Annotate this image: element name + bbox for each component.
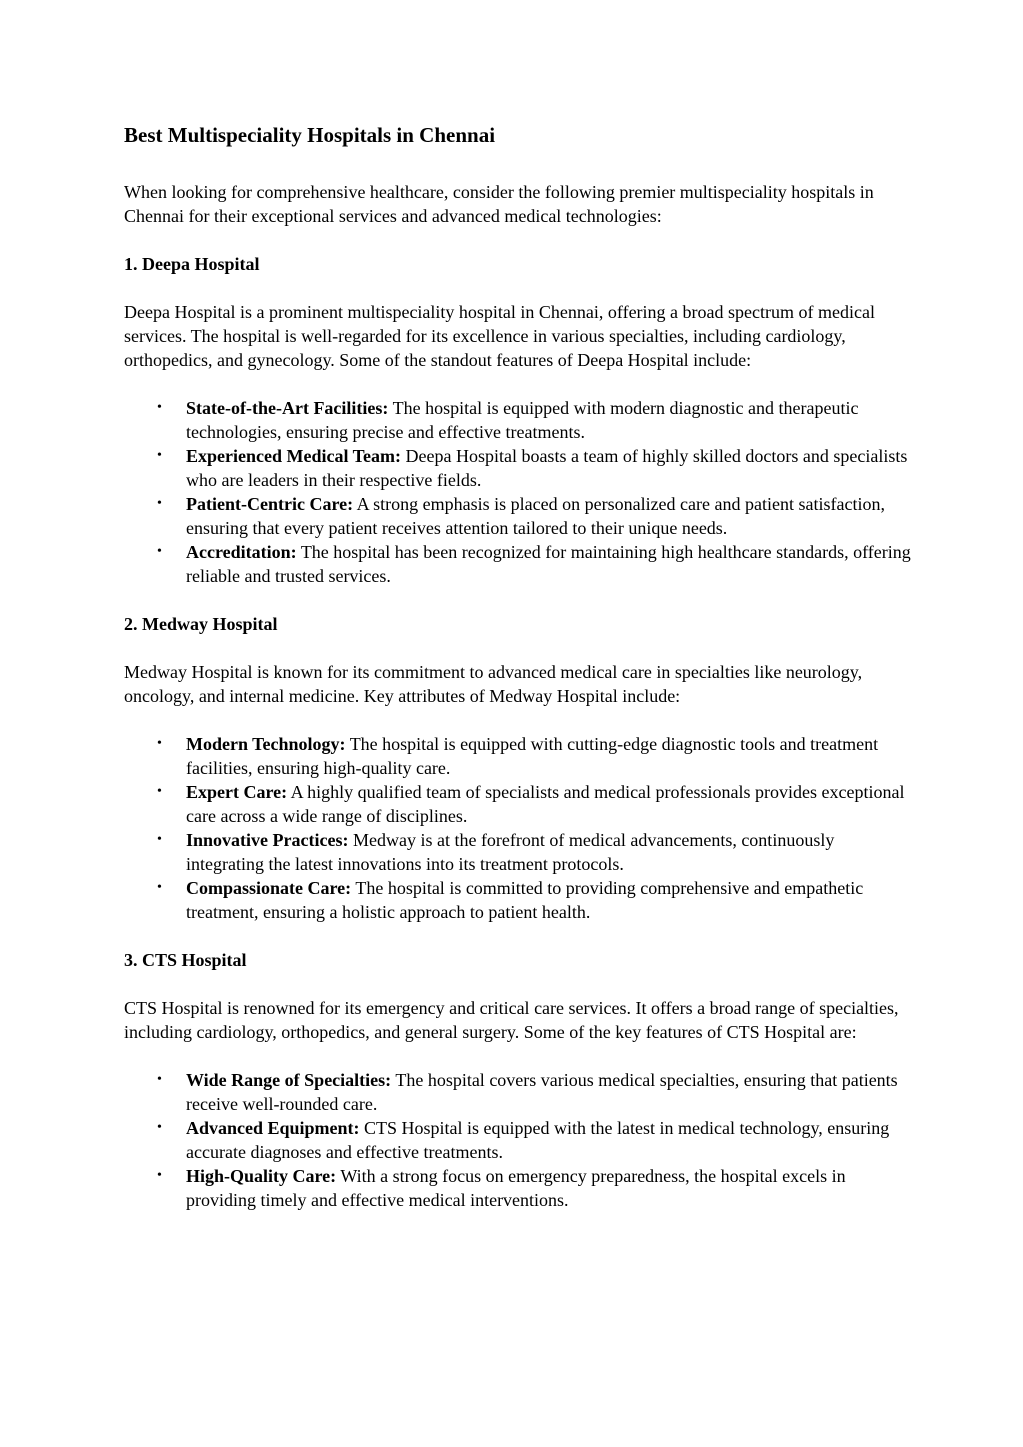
section-paragraph: Deepa Hospital is a prominent multispeciality hospital in Chennai, offering a broad spectrum of medical services. The hospital is well-regarded for its excellence in various specialties, including cardiology, orthopedics, and gynecology. Some of the standout features of Deepa Hospital include: [124, 302, 875, 370]
list-item [157, 444, 914, 492]
feature-term: High-Quality Care: [186, 1166, 337, 1186]
list-item [157, 540, 914, 588]
list-item [157, 1068, 914, 1116]
section-medway-hospital [124, 612, 914, 924]
bullet-icon: • [157, 1168, 162, 1183]
feature-text: The hospital is equipped with cutting-edge diagnostic tools and treatment facilities, ensuring high-quality care. [186, 734, 879, 778]
feature-term: Modern Technology: [186, 734, 346, 754]
feature-term: Wide Range of Specialties: [186, 1070, 392, 1090]
section-cts-hospital [124, 948, 914, 1212]
feature-text: The hospital is committed to providing comprehensive and empathetic treatment, ensuring a holistic approach to patient health. [186, 878, 864, 922]
list-item [157, 828, 914, 876]
bullet-icon: • [157, 544, 162, 559]
intro-paragraph: When looking for comprehensive healthcare, consider the following premier multispeciality hospitals in Chennai for their exceptional services and advanced medical technologies: [124, 182, 874, 226]
feature-term: Experienced Medical Team: [186, 446, 401, 466]
bullet-icon: • [157, 496, 162, 511]
feature-text: With a strong focus on emergency preparedness, the hospital excels in providing timely and effective medical interventions. [186, 1166, 846, 1210]
page-title: Best Multispeciality Hospitals in Chennai [124, 123, 496, 147]
list-item [157, 732, 914, 780]
section-paragraph: Medway Hospital is known for its commitment to advanced medical care in specialties like neurology, oncology, and internal medicine. Key attributes of Medway Hospital include: [124, 662, 863, 706]
feature-text: A highly qualified team of specialists and medical professionals provides exceptional care across a wide range of disciplines. [186, 782, 905, 826]
feature-text: Deepa Hospital boasts a team of highly skilled doctors and specialists who are leaders in their respective fields. [186, 446, 908, 490]
feature-term: Accreditation: [186, 542, 297, 562]
feature-text: A strong emphasis is placed on personalized care and patient satisfaction, ensuring that every patient receives attention tailored to their unique needs. [186, 494, 885, 538]
document-page [124, 120, 914, 1236]
section-deepa-hospital [124, 252, 914, 588]
feature-list [124, 732, 914, 924]
list-item [157, 876, 914, 924]
section-heading: 2. Medway Hospital [124, 614, 278, 634]
list-item [157, 492, 914, 540]
feature-list [124, 396, 914, 588]
feature-term: Innovative Practices: [186, 830, 349, 850]
feature-text: The hospital is equipped with modern diagnostic and therapeutic technologies, ensuring precise and effective treatments. [186, 398, 859, 442]
bullet-icon: • [157, 832, 162, 847]
feature-term: Advanced Equipment: [186, 1118, 360, 1138]
bullet-icon: • [157, 880, 162, 895]
list-item [157, 1116, 914, 1164]
section-heading: 3. CTS Hospital [124, 950, 247, 970]
list-item [157, 1164, 914, 1212]
feature-term: Compassionate Care: [186, 878, 352, 898]
bullet-icon: • [157, 1120, 162, 1135]
feature-text: The hospital has been recognized for maintaining high healthcare standards, offering reliable and trusted services. [186, 542, 911, 586]
bullet-icon: • [157, 784, 162, 799]
bullet-icon: • [157, 400, 162, 415]
section-paragraph: CTS Hospital is renowned for its emergency and critical care services. It offers a broad range of specialties, including cardiology, orthopedics, and general surgery. Some of the key features of CTS Hospital are: [124, 998, 899, 1042]
list-item [157, 780, 914, 828]
bullet-icon: • [157, 1072, 162, 1087]
feature-term: State-of-the-Art Facilities: [186, 398, 389, 418]
section-heading: 1. Deepa Hospital [124, 254, 260, 274]
feature-list [124, 1068, 914, 1212]
bullet-icon: • [157, 736, 162, 751]
bullet-icon: • [157, 448, 162, 463]
feature-term: Patient-Centric Care: [186, 494, 354, 514]
feature-text: The hospital covers various medical specialties, ensuring that patients receive well-rounded care. [186, 1070, 898, 1114]
feature-term: Expert Care: [186, 782, 288, 802]
list-item [157, 396, 914, 444]
feature-text: Medway is at the forefront of medical advancements, continuously integrating the latest innovations into its treatment protocols. [186, 830, 835, 874]
feature-text: CTS Hospital is equipped with the latest in medical technology, ensuring accurate diagnoses and effective treatments. [186, 1118, 890, 1162]
